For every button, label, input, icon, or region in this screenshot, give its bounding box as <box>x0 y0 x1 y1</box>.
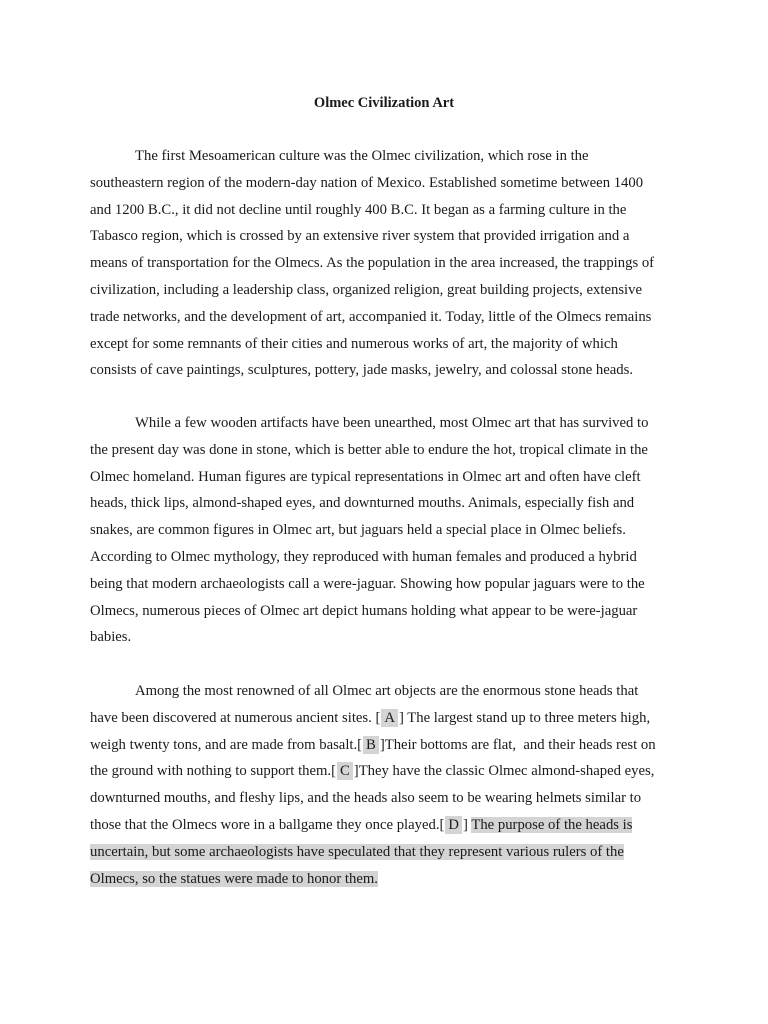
paragraph-3 <box>90 678 678 892</box>
paragraph-line: Tabasco region, which is crossed by an extensive river system that provided irrigation and a <box>90 228 630 245</box>
paragraph-line: Olmec homeland. Human figures are typical representations in Olmec art and often have cleft <box>90 468 641 485</box>
line-text: ] The largest stand up to three meters high, <box>399 709 651 726</box>
paragraph-line: southeastern region of the modern-day nation of Mexico. Established sometime between 1400 <box>90 174 644 191</box>
paragraph-line <box>90 758 678 785</box>
line-text: have been discovered at numerous ancient sites. [ <box>90 709 381 726</box>
paragraph-line: Among the most renowned of all Olmec art objects are the enormous stone heads that <box>135 683 639 699</box>
paragraph-line: trade networks, and the development of art, accompanied it. Today, little of the Olmecs remains <box>90 308 652 325</box>
line-text: ] <box>463 816 468 833</box>
paragraph-line: heads, thick lips, almond-shaped eyes, and downturned mouths. Animals, especially fish and <box>90 495 635 512</box>
line-text: weigh twenty tons, and are made from basalt.[ <box>90 736 363 753</box>
paragraph-line: being that modern archaeologists call a were-jaguar. Showing how popular jaguars were to the <box>90 575 645 592</box>
insertion-marker-d[interactable]: D <box>445 816 462 834</box>
paragraph-line <box>90 866 678 893</box>
paragraph-line: downturned mouths, and fleshy lips, and the heads also seem to be wearing helmets similar to <box>90 790 642 807</box>
paragraph-line <box>90 732 678 759</box>
paragraph-line: According to Olmec mythology, they reproduced with human females and produced a hybrid <box>90 548 637 565</box>
paragraph-2 <box>90 410 678 651</box>
paragraph-line: the present day was done in stone, which is better able to endure the hot, tropical climate in the <box>90 441 648 458</box>
line-text: ]Their bottoms are flat, and their heads rest on <box>379 736 656 753</box>
line-text: ]They have the classic Olmec almond-shaped eyes, <box>353 763 655 780</box>
highlighted-sentence: The purpose of the heads is <box>471 816 633 833</box>
paragraph-line <box>90 812 678 839</box>
document-title: Olmec Civilization Art <box>313 95 455 111</box>
paragraph-line: The first Mesoamerican culture was the Olmec civilization, which rose in the <box>135 148 589 164</box>
highlighted-sentence: Olmecs, so the statues were made to honor them. <box>90 870 378 887</box>
paragraph-line: babies. <box>90 629 132 646</box>
paragraph-line: snakes, are common figures in Olmec art, but jaguars held a special place in Olmec beliefs. <box>90 522 626 539</box>
paragraph-line <box>90 839 678 866</box>
paragraph-line: means of transportation for the Olmecs. As the population in the area increased, the trappings of <box>90 255 655 272</box>
paragraph-line: except for some remnants of their cities and numerous works of art, the majority of which <box>90 335 618 352</box>
paragraph-line: While a few wooden artifacts have been unearthed, most Olmec art that has survived to <box>135 415 649 431</box>
line-text: those that the Olmecs wore in a ballgame they once played.[ <box>90 816 445 833</box>
insertion-marker-b[interactable]: B <box>363 736 379 754</box>
insertion-marker-a[interactable]: A <box>381 709 398 727</box>
paragraph-1 <box>90 143 678 384</box>
paragraph-line: Olmecs, numerous pieces of Olmec art depict humans holding what appear to be were-jaguar <box>90 602 638 619</box>
paragraph-line: and 1200 B.C., it did not decline until roughly 400 B.C. It began as a farming culture in the <box>90 201 627 218</box>
paragraph-line <box>90 705 678 732</box>
insertion-marker-c[interactable]: C <box>337 762 353 780</box>
paragraph-line: civilization, including a leadership class, organized religion, great building projects, extensive <box>90 281 642 298</box>
line-text: the ground with nothing to support them.[ <box>90 763 336 780</box>
highlighted-sentence: uncertain, but some archaeologists have speculated that they represent various rulers of the <box>90 843 624 860</box>
paragraph-line: consists of cave paintings, sculptures, pottery, jade masks, jewelry, and colossal stone heads. <box>90 362 634 379</box>
